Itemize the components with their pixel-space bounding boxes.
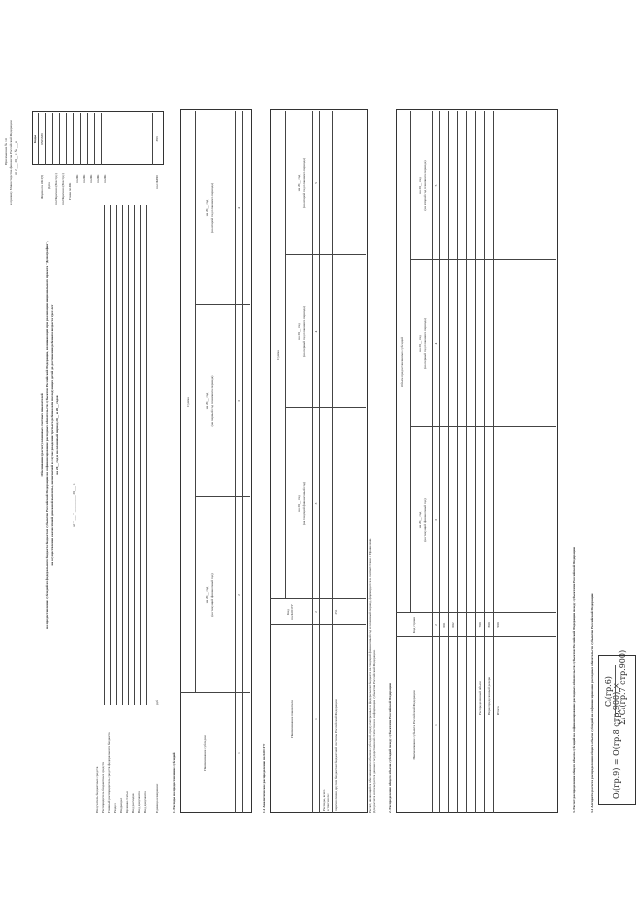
- info-label: Раздел: [113, 803, 117, 813]
- t2-code: 700: [478, 622, 482, 628]
- t2-col-3b: (на второй год планового периода): [423, 160, 427, 211]
- t1-col-1: на 20__ год: [205, 586, 209, 604]
- t2-code: 800: [487, 622, 491, 628]
- codes-label-bk3: по БК: [82, 174, 86, 183]
- formula-numerator: Cᵢ(гр.6): [604, 676, 613, 707]
- codes-label-bk5: по БК: [96, 174, 100, 183]
- fill-line: [110, 205, 111, 705]
- section-11-title: 1.1 Аналитическое распределение по КОСГУ: [262, 743, 266, 813]
- t11-num: 2: [314, 611, 318, 613]
- codes-label-bk4: по БК: [89, 174, 93, 183]
- fill-line: [134, 205, 135, 705]
- t1-col-1b: (на текущий финансовый год): [210, 573, 214, 617]
- t2-col-2b: (на первый год планового периода): [423, 318, 427, 369]
- t11-total: Расходы, всего: [322, 789, 326, 811]
- table-2-line: [484, 111, 485, 813]
- appendix-ref-2: от 2 ___ 20__ г. № ___н: [14, 141, 18, 175]
- t1-num: 2: [237, 594, 241, 596]
- t2-code: 900: [496, 622, 500, 628]
- info-label: Вид расходов: [131, 793, 135, 813]
- section-31-title: 3.1 Алгоритм расчета распределения общего объема субсидий на софинансирование расходных обязательств субъектов Российской Федерации: [590, 593, 594, 813]
- table-2-col: [396, 637, 556, 638]
- t2-num: 3: [434, 519, 438, 521]
- info-label: Вид документа: [143, 791, 147, 813]
- table-2-line: [432, 111, 433, 813]
- table-2-line: [493, 111, 494, 813]
- t11-row: перечисления другим бюджетам бюджетной системы Российской Федерации: [334, 699, 338, 811]
- info-label: Единица измерения:: [155, 783, 159, 813]
- codes-line: [52, 113, 53, 165]
- table-11-line: [332, 111, 333, 813]
- doc-title-4: на 20__ год и на плановый период 20__ и 20__ годов: [55, 395, 59, 475]
- table-1-line: [235, 111, 236, 813]
- fill-line: [116, 205, 117, 705]
- t2-num: 1: [434, 724, 438, 726]
- table-2-line: [439, 111, 440, 813]
- info-label: Распорядитель бюджетных средств: [101, 762, 105, 813]
- t11-col-1b: (на текущий финансовый год): [302, 481, 306, 526]
- t1-col-3b: (на второй год планового периода): [210, 183, 214, 233]
- codes-line: [152, 113, 153, 165]
- fill-line: [128, 205, 129, 705]
- codes-header: Коды: [33, 134, 37, 144]
- table-2-line: [466, 111, 467, 813]
- t11-num: 1: [314, 718, 318, 720]
- t11-footnote: Расчет, являющийся обоснованием объемов субсидий, предусмотренных в федеральном бюджете на текущий финансовый год и плановый период, формируется в соответствии с Правилами.: [368, 537, 372, 813]
- codes-line: [94, 113, 95, 165]
- codes-label-reg1: по Перечню (Реестру): [54, 173, 58, 205]
- codes-okei: 383: [155, 136, 159, 142]
- t11-head-code2: по КОСГУ: [290, 604, 294, 620]
- t1-head-name: Наименование субсидии: [203, 735, 207, 771]
- t2-col-2: на 20__ год: [418, 335, 422, 352]
- t1-col-2: на 20__ год: [205, 392, 209, 410]
- table-2-line: [475, 111, 476, 813]
- section-1-title: 1. Расходы на предоставление субсидий: [172, 752, 176, 813]
- t2-num: 4: [434, 342, 438, 345]
- t2-row-label: Итого: [496, 706, 500, 715]
- t1-num: 4: [237, 207, 241, 209]
- info-label: Вид документа: [137, 791, 141, 813]
- codes-okud: 0505636: [40, 133, 44, 145]
- fill-line: [104, 205, 105, 705]
- t11-col-3: на 20__ год: [297, 174, 301, 192]
- codes-line: [59, 113, 60, 165]
- formula-fraction-bar: [615, 665, 616, 717]
- fill-line: [122, 205, 123, 705]
- formula-left: Oᵢ(гр.9) = O(гр.8 стр.900) ×: [612, 682, 621, 799]
- t1-col-3: на 20__ год: [205, 199, 209, 217]
- table-1-line: [195, 111, 196, 693]
- t1-num: 1: [237, 752, 241, 754]
- codes-line: [45, 113, 46, 165]
- info-label: Главный распорядитель средств федерального бюджета: [107, 732, 111, 813]
- codes-label-reg2: по Перечню (Реестру): [61, 173, 65, 205]
- fill-line: [140, 205, 141, 705]
- codes-line: [73, 113, 74, 165]
- t11-head-code: Код: [286, 609, 290, 615]
- table-11-col: [270, 625, 366, 626]
- codes-line: [101, 113, 102, 165]
- t2-row-label: Нераспределенный резерв: [487, 676, 491, 715]
- codes-label-bk6: по БК: [103, 174, 107, 183]
- section-2-title: 2. Распределение общего объема субсидий между субъектами Российской Федерации: [388, 683, 392, 813]
- t11-footnote-2: Для расчета используются данные государственной статистики и информация субъектов Российской Федерации.: [372, 649, 376, 813]
- section-3-title: 3. Расчет распределения общего объема субсидий на софинансирование расходных обязательств субъектов Российской Федерации между субъектами Российской Федерации: [572, 547, 576, 813]
- codes-label-date: Дата: [47, 182, 51, 189]
- info-label: Получатель бюджетных средств: [95, 766, 99, 813]
- table-11-line: [312, 111, 313, 813]
- t11-num: 3: [314, 502, 318, 505]
- t1-head-sum: Сумма: [186, 397, 190, 407]
- t2-col-1b: (на текущий финансовый год): [423, 498, 427, 542]
- info-label: Целевая статья: [125, 791, 129, 813]
- t1-col-2b: (на первый год планового периода): [210, 375, 214, 427]
- t2-code: 002: [451, 622, 455, 628]
- t11-row-code: 251: [334, 609, 338, 615]
- info-label: Подраздел: [119, 797, 123, 813]
- t2-row-label: Распределенный объем: [478, 681, 482, 715]
- t1-num: 3: [237, 400, 241, 402]
- fill-line: [146, 205, 147, 705]
- codes-label-okud: Форма по ОКУД: [40, 175, 44, 199]
- doc-title-1: Обоснование (расчет) плановых сметных показателей: [40, 393, 44, 477]
- table-11-line: [319, 111, 320, 813]
- table-11-line: [285, 111, 286, 599]
- t11-col-2b: (на первый год планового периода): [302, 306, 306, 357]
- t2-head-code: Код строки: [412, 616, 416, 634]
- codes-line: [38, 113, 39, 165]
- t2-head-name: Наименование субъекта Российской Федерации: [412, 690, 416, 760]
- t2-col-3: на 20__ год: [418, 177, 422, 194]
- codes-label-okei: по ОКЕИ: [155, 175, 159, 189]
- t11-col-3b: (на второй год планового периода): [302, 158, 306, 208]
- codes-line: [66, 113, 67, 165]
- codes-line: [80, 113, 81, 165]
- t11-num: 5: [314, 182, 318, 184]
- table-1-line: [242, 111, 243, 813]
- t11-num: 4: [314, 330, 318, 333]
- codes-line: [87, 113, 88, 165]
- t11-col-2: на 20__ год: [297, 323, 301, 340]
- appendix-ref-1: к приказу Министерства финансов Российской Федерации: [9, 120, 13, 205]
- doc-title-2: на предоставление субсидий из федерального бюджета бюджетам субъектов Российской Федерации на софинансирование расходных обязательств субъектов Российской Федерации, возникающих при реализации национального проекта "Демография",: [45, 241, 49, 629]
- codes-label-bk1: Глава по БК: [68, 182, 72, 200]
- t11-incl: в том числе:: [326, 793, 330, 811]
- t2-code: 001: [442, 622, 446, 628]
- doc-date: от " ___ " __________ 20___ г.: [72, 483, 76, 527]
- table-2-line: [448, 111, 449, 813]
- t2-head-sum: Объем предоставляемых субсидий: [400, 336, 404, 388]
- t2-col-1: на 20__ год: [418, 511, 422, 529]
- table-2-line: [457, 111, 458, 813]
- t11-head-sum: Сумма: [276, 350, 280, 360]
- info-unit: руб: [155, 699, 159, 705]
- t11-col-1: на 20__ год: [297, 495, 301, 512]
- doc-title-3: на осуществление ежемесячной денежной выплаты, назначаемой в случае рождения третьего ребенка или последующих детей до достижения ребенком возраста трех лет: [50, 304, 54, 566]
- table-2-line: [410, 111, 411, 613]
- codes-label-bk2: по БК: [75, 174, 79, 183]
- t11-head-name: Наименование показателя: [290, 700, 294, 738]
- appendix-number: Приложение № 14: [4, 138, 8, 165]
- formula-denominator: Σᵢ Cᵢ(гр.7 стр.900): [618, 649, 627, 725]
- t2-num: 2: [434, 624, 438, 626]
- t2-num: 5: [434, 184, 438, 187]
